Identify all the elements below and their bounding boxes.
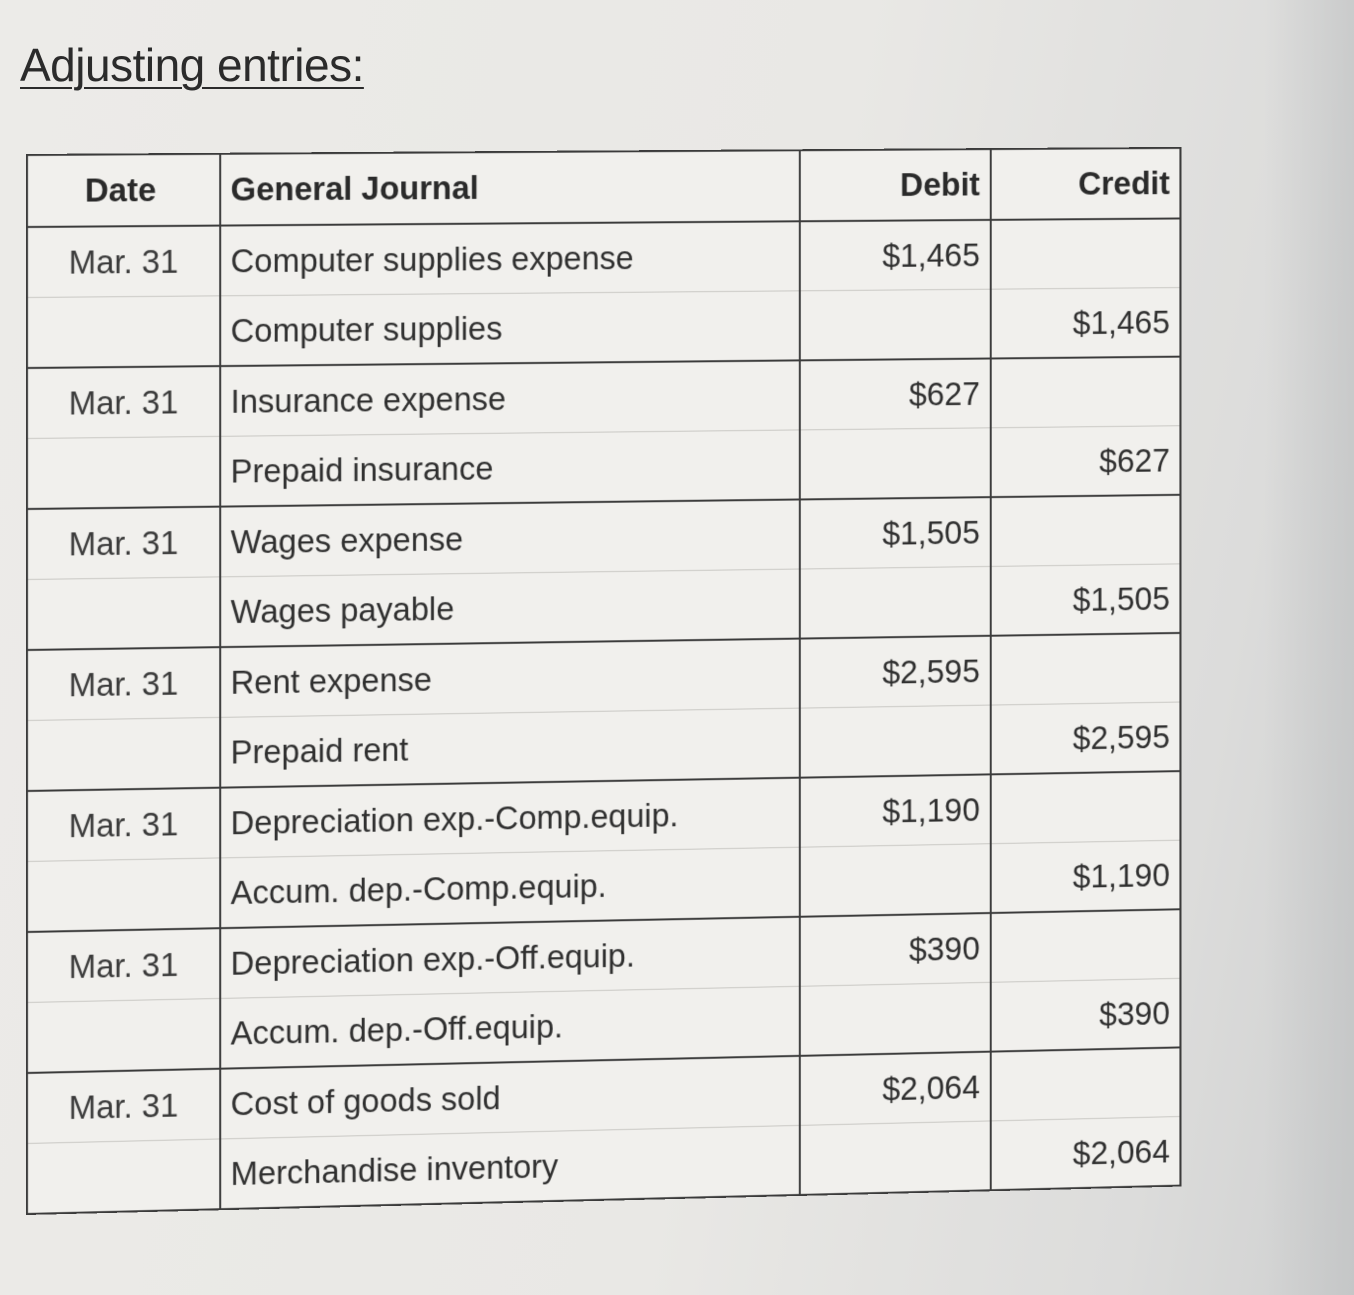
credit-account: Accum. dep.-Off.equip. (220, 986, 800, 1068)
credit-amount: $1,505 (991, 564, 1181, 636)
debit-cell-empty (799, 705, 990, 778)
entry-date: Mar. 31 (27, 226, 220, 298)
credit-cell-empty (991, 357, 1181, 428)
credit-cell-empty (991, 1047, 1181, 1121)
debit-account: Cost of goods sold (220, 1056, 800, 1139)
journal-entry-credit-row (27, 288, 1180, 368)
general-journal-column-header: General Journal (220, 150, 800, 225)
date-column-header: Date (27, 154, 220, 227)
debit-account: Depreciation exp.-Off.equip. (220, 917, 800, 999)
credit-amount: $627 (991, 426, 1181, 497)
table-header-row (27, 148, 1180, 227)
debit-amount: $2,064 (799, 1052, 990, 1126)
debit-cell-empty (799, 428, 990, 500)
debit-cell-empty (799, 844, 990, 917)
debit-account: Insurance expense (220, 360, 800, 436)
credit-cell-empty (991, 218, 1181, 289)
credit-account: Merchandise inventory (220, 1125, 800, 1209)
credit-amount: $390 (991, 978, 1181, 1051)
credit-account: Prepaid insurance (220, 430, 800, 507)
debit-amount: $390 (799, 913, 990, 986)
entry-date: Mar. 31 (27, 788, 220, 862)
entry-date: Mar. 31 (27, 366, 220, 438)
debit-account: Depreciation exp.-Comp.equip. (220, 778, 800, 858)
date-cell-empty (27, 436, 220, 509)
debit-amount: $627 (799, 358, 990, 429)
general-journal-table (26, 147, 1181, 1215)
credit-account: Prepaid rent (220, 708, 800, 788)
journal-entry-debit-row (27, 357, 1180, 439)
debit-cell-empty (799, 982, 990, 1056)
date-cell-empty (27, 296, 220, 368)
credit-amount: $2,595 (991, 702, 1181, 774)
entry-date: Mar. 31 (27, 928, 220, 1002)
debit-account: Computer supplies expense (220, 221, 800, 296)
debit-account: Wages expense (220, 499, 800, 576)
page-title: Adjusting entries: (20, 39, 364, 91)
debit-cell-empty (799, 289, 990, 360)
screen-edge-shadow (1264, 0, 1354, 1295)
debit-cell-empty (799, 566, 990, 638)
credit-account: Wages payable (220, 569, 800, 647)
debit-amount: $1,505 (799, 497, 990, 569)
date-cell-empty (27, 998, 220, 1073)
date-cell-empty (27, 577, 220, 650)
entry-date: Mar. 31 (27, 1069, 220, 1144)
date-cell-empty (27, 717, 220, 791)
credit-amount: $1,190 (991, 840, 1181, 913)
credit-amount: $1,465 (991, 288, 1181, 359)
entry-date: Mar. 31 (27, 507, 220, 580)
debit-column-header: Debit (799, 149, 990, 221)
credit-amount: $2,064 (991, 1116, 1181, 1190)
date-cell-empty (27, 1139, 220, 1214)
credit-cell-empty (991, 633, 1181, 705)
credit-cell-empty (991, 771, 1181, 844)
debit-amount: $1,190 (799, 774, 990, 847)
credit-cell-empty (991, 909, 1181, 982)
entry-date: Mar. 31 (27, 647, 220, 720)
debit-amount: $2,595 (799, 636, 990, 708)
debit-amount: $1,465 (799, 220, 990, 291)
debit-cell-empty (799, 1121, 990, 1195)
journal-entry-debit-row (27, 218, 1180, 297)
credit-account: Accum. dep.-Comp.equip. (220, 847, 800, 928)
credit-column-header: Credit (991, 148, 1181, 220)
debit-account: Rent expense (220, 639, 800, 718)
credit-cell-empty (991, 495, 1181, 567)
credit-account: Computer supplies (220, 291, 800, 366)
date-cell-empty (27, 858, 220, 932)
